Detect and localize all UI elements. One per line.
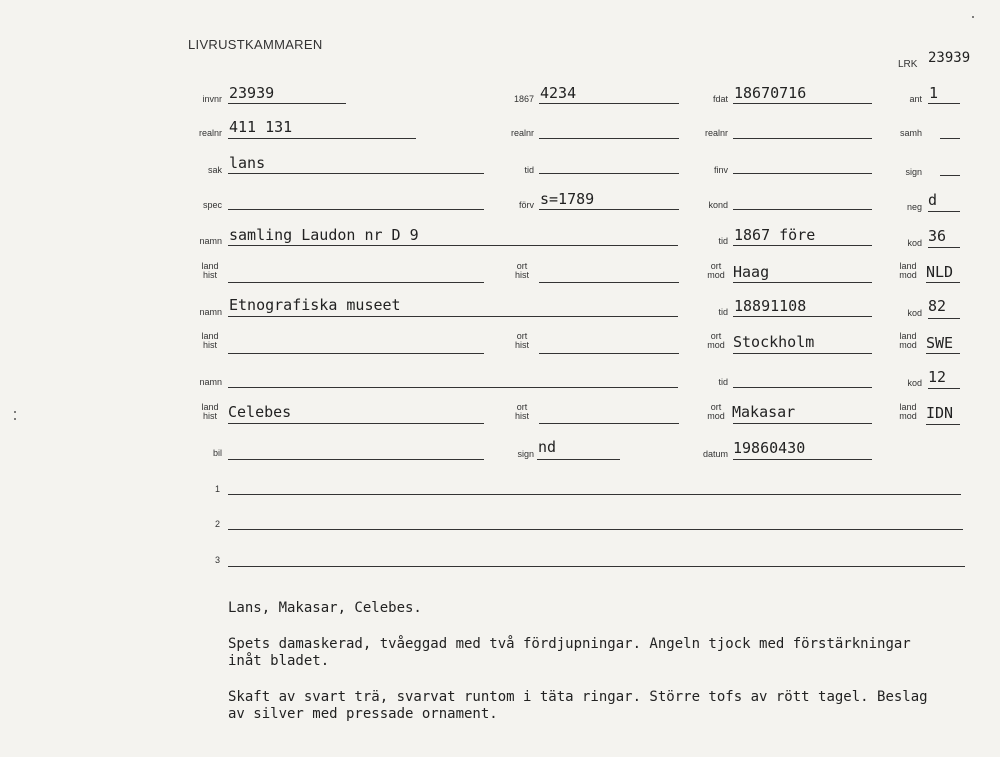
spec-line: [228, 209, 484, 210]
invnr-line: [228, 103, 346, 104]
realnr-label-1: realnr: [198, 128, 222, 138]
tid-label-4: tid: [718, 377, 728, 387]
kond-line: [733, 209, 872, 210]
realnr-label-2: realnr: [510, 128, 534, 138]
datum-label: datum: [702, 449, 728, 459]
realnr-value-1: 411 131: [229, 118, 293, 136]
realnr-line-1: [228, 138, 416, 139]
free-line-3: [228, 566, 965, 567]
scan-speck: [14, 411, 16, 413]
namn-value-1: samling Laudon nr D 9: [229, 226, 419, 244]
scan-speck: [972, 16, 974, 18]
ort-hist-line-2: [539, 353, 679, 354]
free-line-1: [228, 494, 961, 495]
fdat-line: [733, 103, 872, 104]
land-mod-line-1: [926, 282, 960, 283]
tid-label-1: tid: [524, 165, 534, 175]
tid-label-2: tid: [718, 236, 728, 246]
tid-value-2: 1867 före: [734, 226, 816, 244]
fdat-label: fdat: [712, 94, 728, 104]
ort-hist-label-2: ort hist: [514, 331, 529, 350]
tid-line-2: [733, 245, 872, 246]
kod-value-2: 82: [928, 297, 947, 315]
namn-value-2: Etnografiska museet: [229, 296, 401, 314]
sak-value: lans: [229, 154, 266, 172]
namn-label-3: namn: [199, 377, 222, 387]
namn-line-3: [228, 387, 678, 388]
land-mod-value-3: IDN: [926, 404, 954, 422]
neg-line: [928, 211, 960, 212]
land-mod-label-3: land mod: [899, 402, 917, 421]
kond-label: kond: [708, 200, 728, 210]
ort-hist-label-1: ort hist: [514, 261, 529, 280]
samh-label: samh: [899, 128, 922, 138]
land-hist-line-2: [228, 353, 484, 354]
forv-label: förv: [518, 200, 534, 210]
sign-value-2: nd: [538, 438, 557, 456]
land-mod-value-1: NLD: [926, 263, 954, 281]
tid-value-3: 18891108: [734, 297, 807, 315]
sign-label-2: sign: [517, 449, 534, 459]
land-hist-label-1: land hist: [201, 261, 219, 280]
forv-value: s=1789: [540, 190, 595, 208]
fdat-value: 18670716: [734, 84, 807, 102]
ort-mod-value-2: Stockholm: [733, 333, 815, 351]
note-paragraph-3: Skaft av svart trä, svarvat runtom i täta ringar. Större tofs av rött tagel. Beslag av silver med pressade ornament.: [228, 689, 928, 722]
kod-line-3: [928, 388, 960, 389]
lrk-value: 23939: [928, 50, 971, 66]
sign-label-1: sign: [905, 167, 922, 177]
ort-mod-line-3: [733, 423, 872, 424]
ort-mod-label-3: ort mod: [707, 402, 725, 421]
sak-line: [228, 173, 484, 174]
tid-line-3: [733, 316, 872, 317]
line-number-3: 3: [214, 555, 220, 565]
note-paragraph-2: Spets damaskerad, tvåeggad med två fördjupningar. Angeln tjock med förstärkningar inåt bladet.: [228, 636, 911, 669]
lrk-label: LRK: [898, 59, 918, 70]
invnr-label: invnr: [202, 94, 222, 104]
realnr-label-3: realnr: [704, 128, 728, 138]
ort-mod-label-2: ort mod: [707, 331, 725, 350]
kod-value-3: 12: [928, 368, 947, 386]
kod-line-2: [928, 318, 960, 319]
sign-line-1: [940, 175, 960, 176]
ort-hist-line-3: [539, 423, 679, 424]
neg-value: d: [928, 191, 938, 209]
ort-mod-line-1: [733, 282, 872, 283]
land-hist-line-1: [228, 282, 484, 283]
free-line-2: [228, 529, 963, 530]
ort-hist-label-3: ort hist: [514, 402, 529, 421]
ant-line: [928, 103, 960, 104]
forv-line: [539, 209, 679, 210]
bil-label: bil: [212, 448, 222, 458]
samh-line: [940, 138, 960, 139]
finv-label: finv: [713, 165, 728, 175]
ant-value: 1: [929, 84, 939, 102]
line-number-1: 1: [214, 484, 220, 494]
scan-speck: [14, 418, 16, 420]
namn-label-1: namn: [199, 236, 222, 246]
note-paragraph-1: Lans, Makasar, Celebes.: [228, 600, 422, 616]
museum-title: LIVRUSTKAMMAREN: [188, 37, 323, 52]
realnr-line-3: [733, 138, 872, 139]
land-hist-label-3: land hist: [201, 402, 219, 421]
ort-mod-value-3: Makasar: [732, 403, 796, 421]
bil-line: [228, 459, 484, 460]
tid-label-3: tid: [718, 307, 728, 317]
sak-label: sak: [207, 165, 222, 175]
neg-label: neg: [906, 202, 922, 212]
tid-line-1: [539, 173, 679, 174]
land-mod-label-1: land mod: [899, 261, 917, 280]
ant-label: ant: [909, 94, 922, 104]
land-hist-line-3: [228, 423, 484, 424]
kod-line-1: [928, 247, 960, 248]
y1867-label: 1867: [513, 94, 534, 104]
ort-hist-line-1: [539, 282, 679, 283]
land-hist-label-2: land hist: [201, 331, 219, 350]
land-mod-line-3: [926, 424, 960, 425]
land-hist-value-3: Celebes: [228, 403, 292, 421]
kod-label-2: kod: [907, 308, 922, 318]
line-number-2: 2: [214, 519, 220, 529]
realnr-line-2: [539, 138, 679, 139]
y1867-line: [539, 103, 679, 104]
land-mod-value-2: SWE: [926, 334, 954, 352]
ort-mod-line-2: [733, 353, 872, 354]
spec-label: spec: [202, 200, 222, 210]
kod-label-1: kod: [907, 238, 922, 248]
ort-mod-value-1: Haag: [733, 263, 770, 281]
sign-line-2: [537, 459, 620, 460]
ort-mod-label-1: ort mod: [707, 261, 725, 280]
namn-line-2: [228, 316, 678, 317]
datum-value: 19860430: [733, 439, 806, 457]
invnr-value: 23939: [229, 84, 275, 102]
kod-value-1: 36: [928, 227, 947, 245]
namn-label-2: namn: [199, 307, 222, 317]
tid-line-4: [733, 387, 872, 388]
datum-line: [733, 459, 872, 460]
finv-line: [733, 173, 872, 174]
kod-label-3: kod: [907, 378, 922, 388]
land-mod-label-2: land mod: [899, 331, 917, 350]
y1867-value: 4234: [540, 84, 577, 102]
namn-line-1: [228, 245, 678, 246]
land-mod-line-2: [926, 353, 960, 354]
